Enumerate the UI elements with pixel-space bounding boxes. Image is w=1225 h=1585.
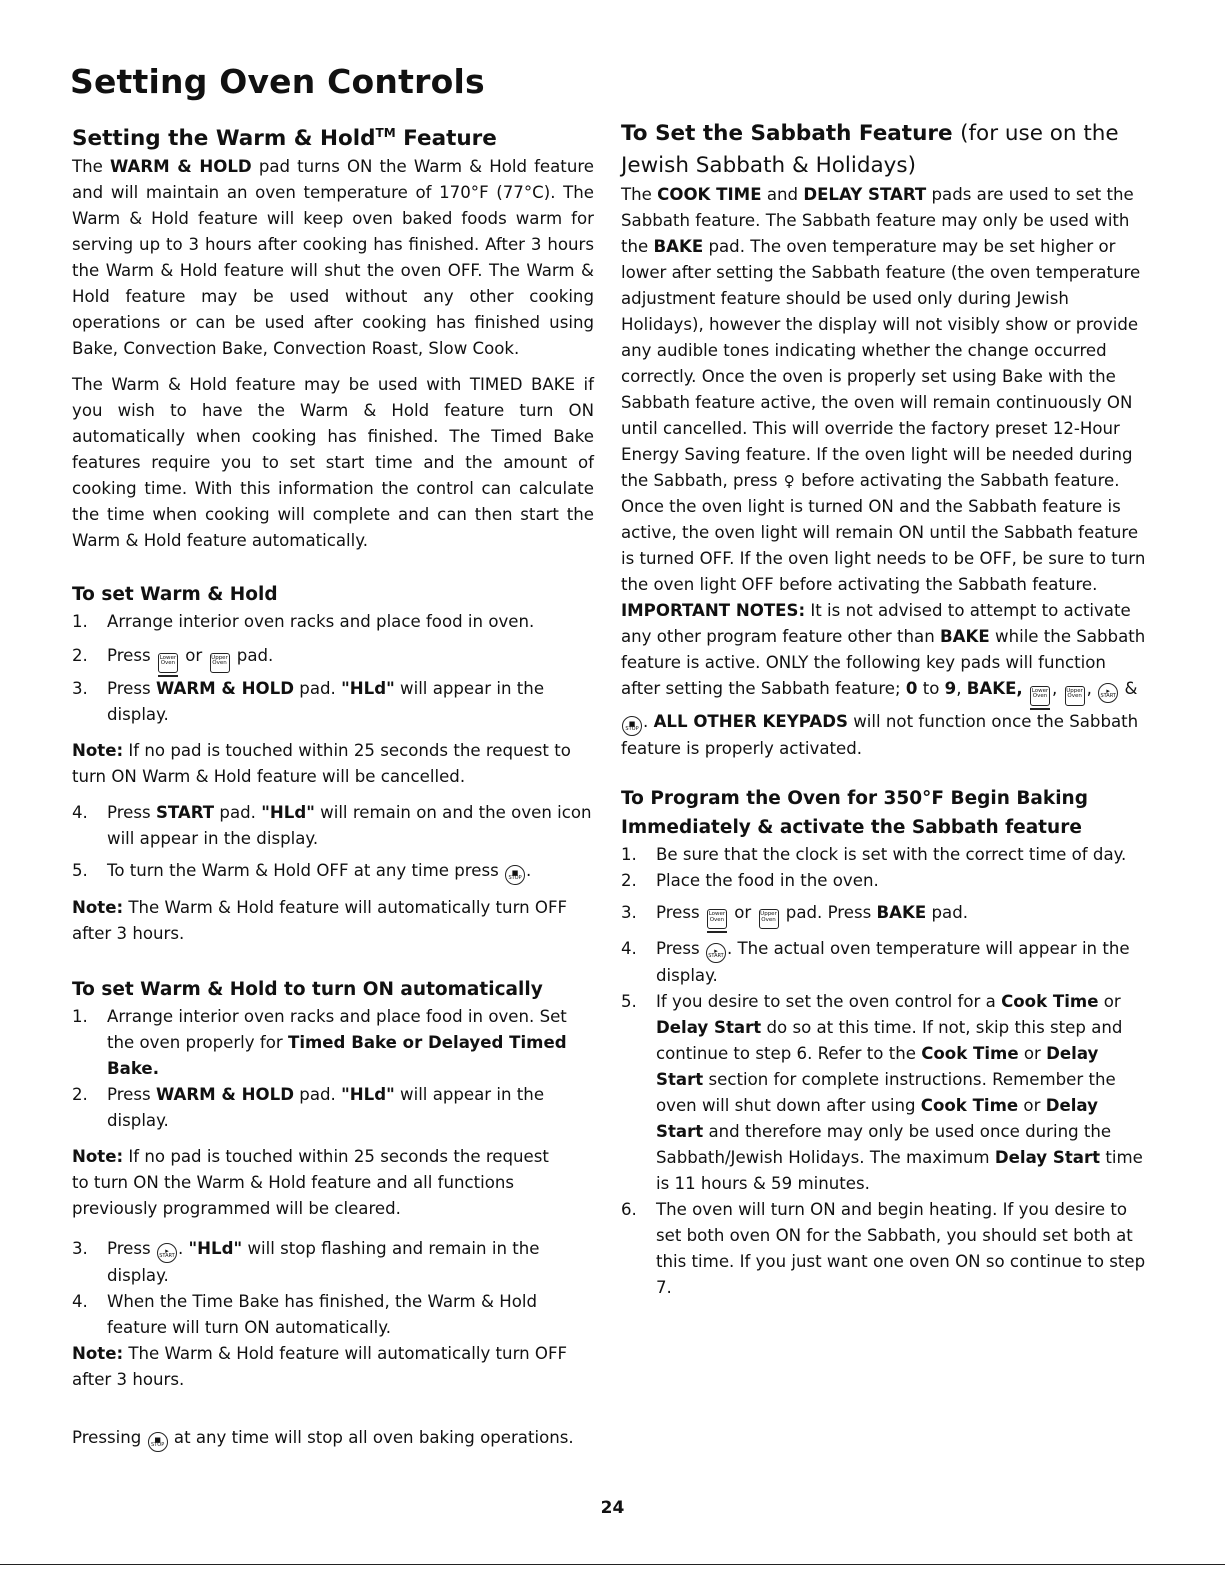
start-icon: ▸ START (157, 1243, 177, 1263)
warm-hold-timed-bake-paragraph: The Warm & Hold feature may be used with TIMED BAKE if you wish to have the Warm & Hold feature turn ON automatically when cooking has finished. The Timed Bake features require you to set start time and the amount of cooking time. With this information the control can calculate the time when cooking will complete and can then start the Warm & Hold feature automatically. (72, 375, 594, 550)
bottom-divider (0, 1564, 1225, 1565)
set-warm-hold-steps-continued (72, 800, 594, 885)
list-item: 1. Be sure that the clock is set with the correct time of day. (621, 844, 1127, 864)
auto-warm-hold-steps (72, 1004, 594, 1134)
note: Note: If no pad is touched within 25 seconds the request to turn ON Warm & Hold feature will be cancelled. (72, 740, 571, 786)
left-column (72, 118, 594, 1452)
list-item: 6. The oven will turn ON and begin heating. If you desire to set both oven ON for the Sabbath, you should set both at this time. If you just want one oven ON so continue to step 7. (621, 1200, 1146, 1297)
list-item: 2. Press Lower Oven or Upper Oven pad. (72, 643, 594, 676)
stop-icon: ■ STOP (622, 716, 642, 736)
lower-oven-icon: Lower Oven (707, 909, 727, 929)
page-title: Setting Oven Controls (70, 62, 485, 101)
note: Note: The Warm & Hold feature will automatically turn OFF after 3 hours. (72, 1343, 568, 1389)
upper-oven-icon: Upper Oven (210, 653, 230, 673)
sabbath-heading: To Set the Sabbath Feature (for use on the Jewish Sabbath & Holidays) (621, 121, 1119, 178)
list-item: 1. Arrange interior oven racks and place food in oven. Set the oven properly for Timed Bake or Delayed Timed Bake. (72, 1006, 567, 1078)
start-icon: ▸ START (706, 943, 726, 963)
start-icon: ▸ START (1098, 683, 1118, 703)
list-item: 5. To turn the Warm & Hold OFF at any time press ■ STOP . (72, 858, 594, 885)
stop-footer-note: Pressing ■ STOP at any time will stop all oven baking operations. (72, 1425, 594, 1452)
note: Note: If no pad is touched within 25 seconds the request to turn ON the Warm & Hold feature and all functions previously programmed will be cleared. (72, 1146, 549, 1218)
oven-light-icon: ♀ (783, 472, 795, 490)
list-item: 2. Press WARM & HOLD pad. "HLd" will appear in the display. (72, 1084, 545, 1130)
stop-icon: ■ STOP (148, 1432, 168, 1452)
sabbath-description: The COOK TIME and DELAY START pads are used to set the Sabbath feature. The Sabbath feature may only be used with the BAKE pad. The oven temperature may be set higher or lower after setting the Sabbath feature (the oven temperature adjustment feature should be used only during Jewish Holidays), however the display will not visibly show or provide any audible tones indicating whether the change occurred correctly. Once the oven is properly set using Bake with the Sabbath feature active, the oven will remain continuously ON until cancelled. This will override the factory preset 12-Hour Energy Saving feature. If the oven light will be needed during the Sabbath, press ♀ before activating the Sabbath feature. Once the oven light is turned ON and the Sabbath feature is active, the oven light will remain ON until the Sabbath feature is turned OFF. If the oven light needs to be OFF, be sure to turn the oven light OFF before activating the Sabbath feature. IMPORTANT NOTES: It is not advised to attempt to activate any other program feature other than BAKE while the Sabbath feature is active. ONLY the following key pads will function after setting the Sabbath feature; 0 to 9, BAKE, Lower Oven , Upper Oven , ▸ START & ■ STOP . ALL OTHER KEYPADS will not function once the Sabbath feature is properly activated. (621, 185, 1146, 758)
warm-hold-heading: Setting the Warm & Hold™ Feature (72, 126, 497, 151)
upper-oven-icon: Upper Oven (1065, 686, 1085, 706)
list-item: 1. Arrange interior oven racks and place food in oven. (72, 612, 535, 631)
warm-hold-intro: The WARM & HOLD pad turns ON the Warm & Hold feature and will maintain an oven temperature of 170°F (77°C). The Warm & Hold feature will keep oven baked foods warm for serving up to 3 hours after cooking has finished. After 3 hours the Warm & Hold feature will shut the oven OFF. The Warm & Hold feature may be used without any other cooking operations or can be used after cooking has finished using Bake, Convection Bake, Convection Roast, Slow Cook. (72, 157, 595, 358)
list-item: 2. Place the food in the oven. (621, 870, 879, 890)
right-column (621, 118, 1146, 1301)
list-item: 4. When the Time Bake has finished, the Warm & Hold feature will turn ON automatically. (72, 1291, 537, 1337)
page-number: 24 (600, 1498, 625, 1518)
auto-warm-hold-steps-continued (72, 1236, 594, 1341)
lower-oven-icon: Lower Oven (1030, 686, 1050, 706)
set-warm-hold-steps (72, 609, 594, 728)
set-warm-hold-heading: To set Warm & Hold (72, 584, 278, 605)
list-item: 4. Press START pad. "HLd" will remain on and the oven icon will appear in the display. (72, 802, 592, 848)
upper-oven-icon: Upper Oven (759, 909, 779, 929)
list-item: 4. Press ▸ START . The actual oven temperature will appear in the display. (621, 939, 1130, 985)
program-sabbath-steps (621, 842, 1146, 1302)
stop-icon: ■ STOP (505, 865, 525, 885)
auto-warm-hold-heading: To set Warm & Hold to turn ON automatically (72, 978, 543, 1000)
list-item: 5. If you desire to set the oven control for a Cook Time or Delay Start do so at this time. If not, skip this step and continue to step 6. Refer to the Cook Time or Delay Start section for complete instructions. Remember the oven will shut down after using Cook Time or Delay Start and therefore may only be used once during the Sabbath/Jewish Holidays. The maximum Delay Start time is 11 hours & 59 minutes. (621, 992, 1143, 1193)
program-sabbath-heading: To Program the Oven for 350°F Begin Baking Immediately & activate the Sabbath feature (621, 787, 1088, 838)
list-item: 3. Press ▸ START . "HLd" will stop flashing and remain in the display. (72, 1238, 540, 1285)
list-item: 3. Press WARM & HOLD pad. "HLd" will appear in the display. (72, 678, 545, 724)
note: Note: The Warm & Hold feature will automatically turn OFF after 3 hours. (72, 897, 568, 943)
lower-oven-icon: Lower Oven (158, 653, 178, 673)
list-item: 3. Press Lower Oven or Upper Oven pad. Press BAKE pad. (621, 900, 1146, 933)
